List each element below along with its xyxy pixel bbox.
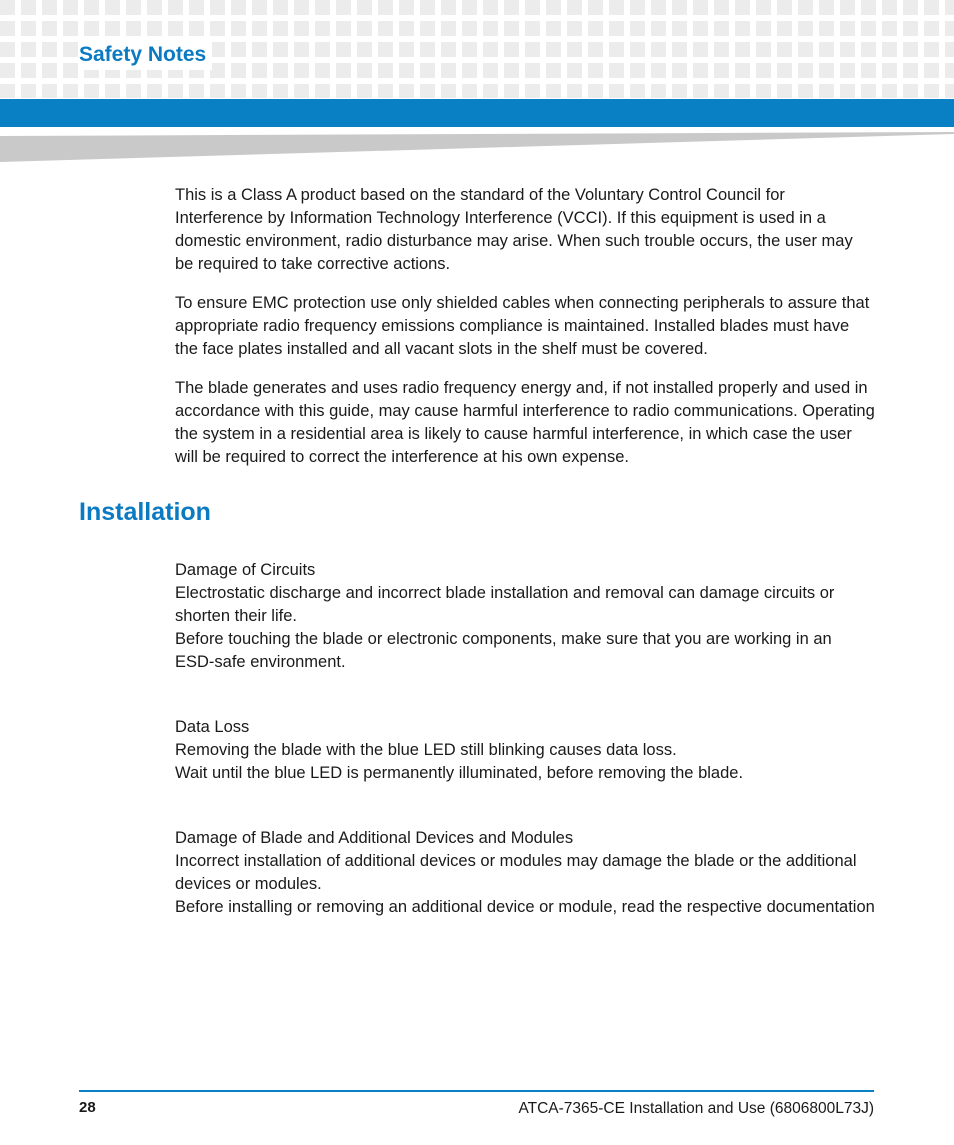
header-grey-wedge [0, 130, 954, 162]
header-blue-band [0, 99, 954, 127]
intro-paragraph-2: To ensure EMC protection use only shielded cables when connecting peripherals to assure that appropriate radio frequency emissions compliance is maintained. Installed blades must have the face plates installed and all vacant slots in the shelf must be covered. [175, 294, 870, 358]
document-title: ATCA-7365-CE Installation and Use (6806800L73J) [518, 1100, 874, 1117]
intro-section [175, 184, 875, 469]
notice-line: Incorrect installation of additional devices or modules may damage the blade or the additional devices or modules. [175, 852, 857, 893]
notice-title: Damage of Circuits [175, 561, 316, 579]
notice-title: Damage of Blade and Additional Devices and Modules [175, 829, 574, 847]
section-title: Safety Notes [79, 40, 212, 70]
notice-line: Before installing or removing an additional device or module, read the respective documentation [175, 898, 875, 916]
notice-line: Wait until the blue LED is permanently illuminated, before removing the blade. [175, 764, 744, 782]
intro-paragraph-1: This is a Class A product based on the standard of the Voluntary Control Council for Interference by Information Technology Interference (VCCI). If this equipment is used in a domestic environment, radio disturbance may arise. When such trouble occurs, the user may be required to take corrective actions. [175, 186, 853, 273]
footer-rule [79, 1090, 874, 1092]
intro-paragraph-3: The blade generates and uses radio frequency energy and, if not installed properly and used in accordance with this guide, may cause harmful interference to radio communications. Operating the system in a residential area is likely to cause harmful interference, in which case the user will be required to correct the interference at his own expense. [175, 379, 875, 466]
notice-damage-of-circuits [175, 559, 875, 674]
notice-line: Before touching the blade or electronic components, make sure that you are working in an ESD-safe environment. [175, 630, 832, 671]
page-number: 28 [79, 1099, 96, 1116]
installation-heading: Installation [79, 498, 211, 526]
notice-damage-of-blade [175, 827, 875, 919]
notice-line: Removing the blade with the blue LED still blinking causes data loss. [175, 741, 677, 759]
notice-line: Electrostatic discharge and incorrect blade installation and removal can damage circuits or shorten their life. [175, 584, 835, 625]
notice-title: Data Loss [175, 718, 250, 736]
notice-data-loss [175, 716, 875, 785]
